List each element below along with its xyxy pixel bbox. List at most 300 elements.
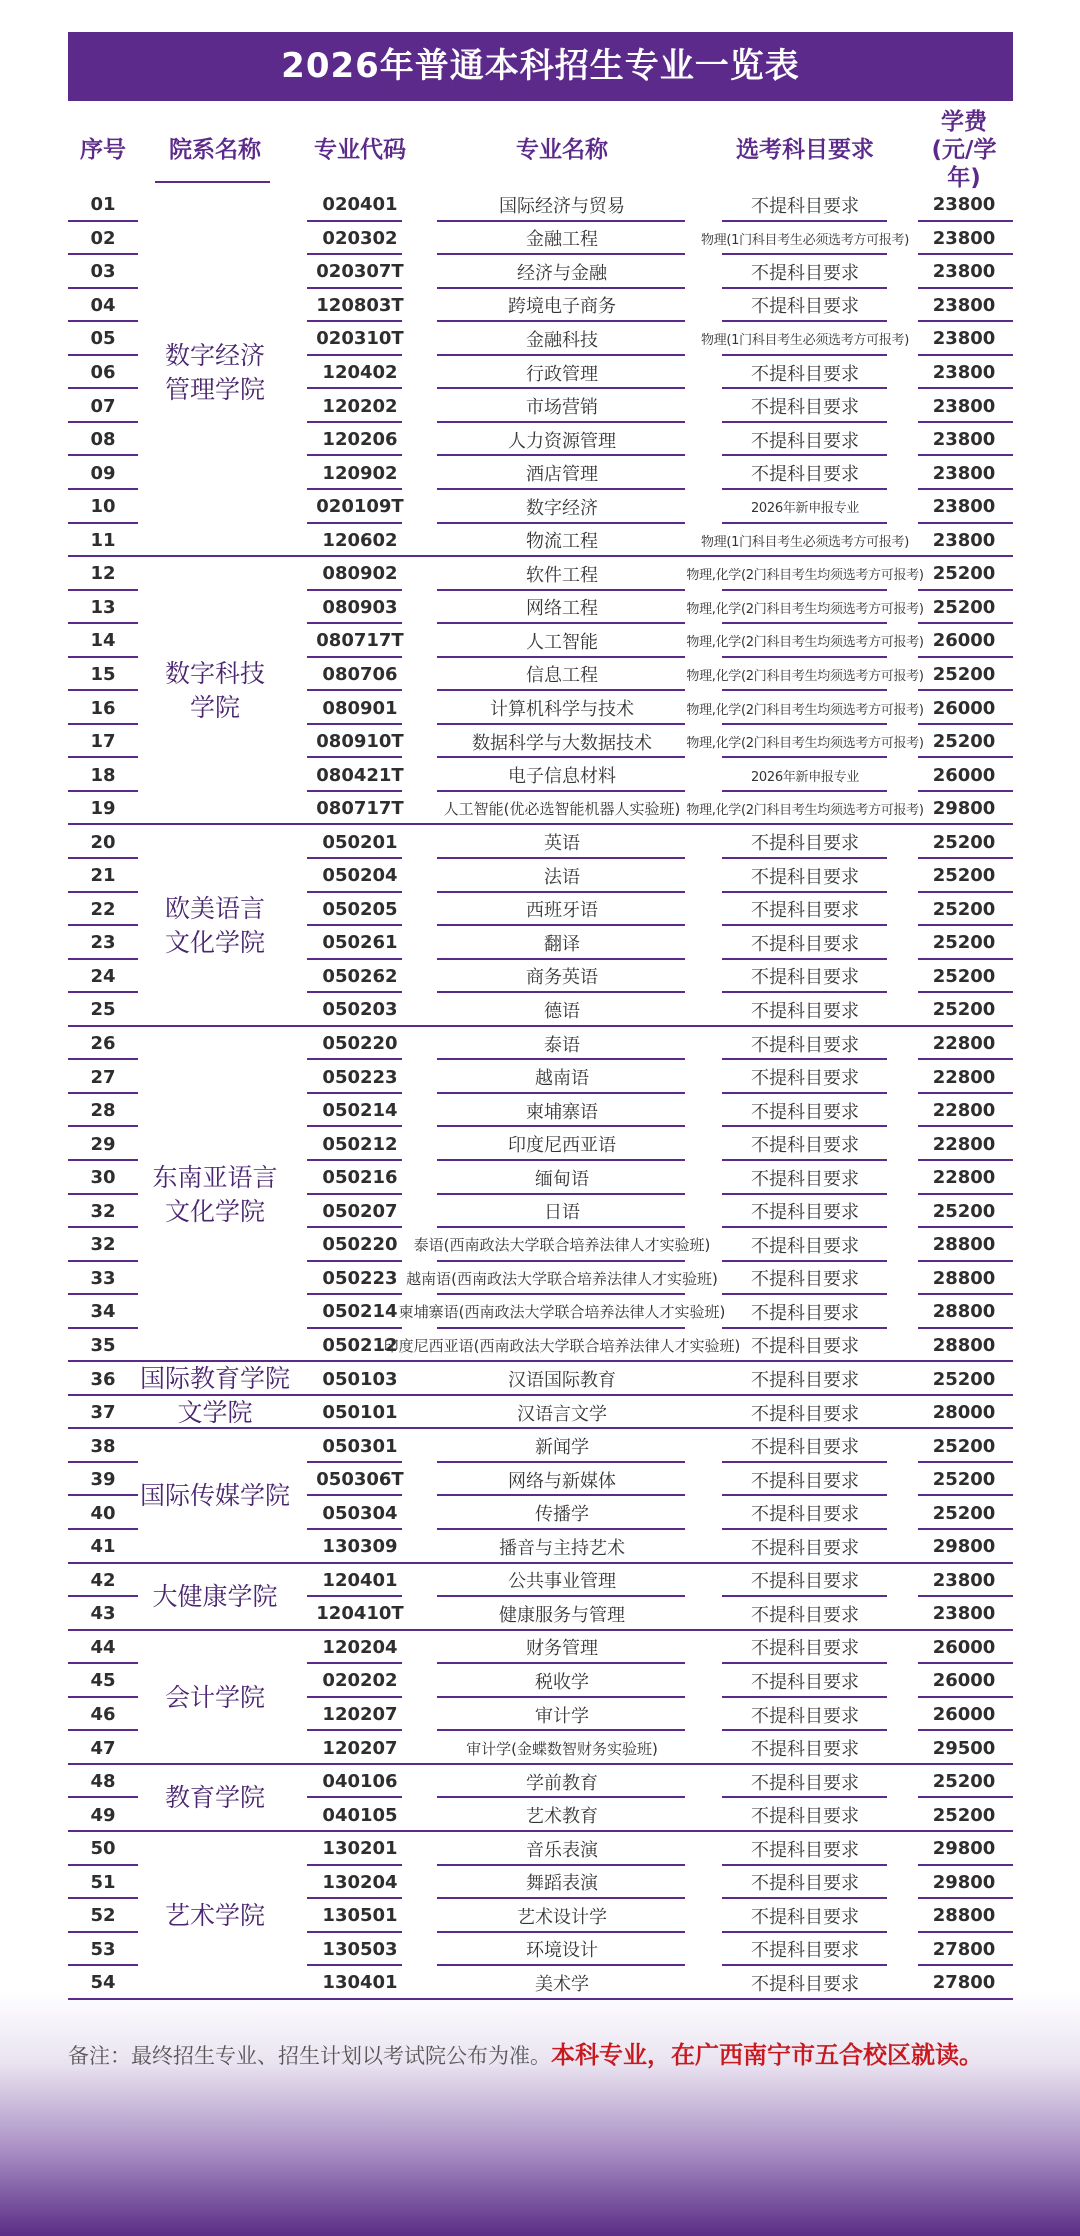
requirement-cell: 不提科目要求: [751, 363, 859, 385]
requirement-cell: 不提科目要求: [751, 397, 859, 419]
fee-cell: 22800: [932, 1167, 996, 1189]
fee-cell: 28800: [932, 1905, 996, 1927]
seq-cell: 45: [90, 1670, 116, 1692]
fee-cell: 25200: [932, 1368, 996, 1390]
major-name-cell: 日语: [544, 1202, 580, 1224]
fee-cell: 25200: [932, 1502, 996, 1524]
requirement-cell: 物理,化学(2门科目考生均须选考方可报考): [686, 803, 924, 819]
seq-cell: 23: [90, 932, 116, 954]
fee-cell: 23800: [932, 227, 996, 249]
department-name: [130, 1564, 300, 1631]
fee-cell: 25200: [932, 731, 996, 753]
requirement-cell: 不提科目要求: [751, 1269, 859, 1291]
fee-cell: 23800: [932, 328, 996, 350]
fee-cell: 28800: [932, 1334, 996, 1356]
major-name-cell: 越南语: [535, 1068, 589, 1090]
major-name-cell: 网络工程: [526, 598, 598, 620]
code-cell: 080901: [322, 697, 398, 719]
seq-cell: 39: [90, 1469, 116, 1491]
requirement-cell: 不提科目要求: [751, 1034, 859, 1056]
requirement-cell: 物理(1门科目考生必须选考方可报考): [700, 534, 909, 550]
major-name-cell: 物流工程: [526, 531, 598, 553]
fee-cell: 25200: [932, 898, 996, 920]
major-name-cell: 美术学: [535, 1973, 589, 1995]
code-cell: 050220: [322, 1234, 398, 1256]
seq-cell: 51: [90, 1871, 116, 1893]
major-name-cell: 信息工程: [526, 665, 598, 687]
seq-cell: 18: [90, 764, 116, 786]
requirement-cell: 不提科目要求: [751, 1235, 859, 1257]
seq-cell: 33: [90, 1267, 116, 1289]
requirement-cell: 物理,化学(2门科目考生均须选考方可报考): [686, 668, 924, 684]
major-name-cell: 印度尼西亚语(西南政法大学联合培养法律人才实验班): [383, 1336, 741, 1355]
department-label: 数字科技 学院: [164, 659, 265, 723]
major-name-cell: 翻译: [544, 933, 580, 955]
code-cell: 050212: [322, 1334, 398, 1356]
fee-cell: 26000: [932, 697, 996, 719]
seq-cell: 48: [90, 1771, 116, 1793]
seq-cell: 12: [90, 563, 116, 585]
fee-cell: 25200: [932, 1469, 996, 1491]
header-seq: 序号: [80, 137, 126, 163]
major-name-cell: 艺术设计学: [517, 1906, 607, 1928]
seq-cell: 09: [90, 462, 116, 484]
department-label: 国际传媒学院: [139, 1481, 290, 1511]
seq-cell: 20: [90, 831, 116, 853]
major-name-cell: 英语: [544, 833, 580, 855]
requirement-cell: 物理(1门科目考生必须选考方可报考): [700, 333, 909, 349]
code-cell: 120410T: [316, 1603, 404, 1625]
requirement-cell: 不提科目要求: [751, 1940, 859, 1962]
footnote-note: 备注：最终招生专业、招生计划以考试院公布为准。: [68, 2044, 551, 2068]
major-name-cell: 电子信息材料: [508, 766, 616, 788]
fee-cell: 23800: [932, 462, 996, 484]
code-cell: 130401: [322, 1972, 398, 1994]
department-name: [130, 1027, 300, 1363]
department-name: [130, 1832, 300, 2000]
department-label: 数字经济 管理学院: [164, 340, 265, 404]
requirement-cell: 不提科目要求: [751, 1000, 859, 1022]
requirement-cell: 不提科目要求: [751, 296, 859, 318]
seq-cell: 05: [90, 328, 116, 350]
code-cell: 080706: [322, 663, 398, 685]
seq-cell: 08: [90, 429, 116, 451]
fee-cell: 25200: [932, 1804, 996, 1826]
fee-cell: 27800: [932, 1972, 996, 1994]
fee-cell: 25200: [932, 596, 996, 618]
fee-cell: 27800: [932, 1938, 996, 1960]
seq-cell: 07: [90, 395, 116, 417]
code-cell: 050304: [322, 1502, 398, 1524]
major-name-cell: 越南语(西南政法大学联合培养法律人才实验班): [406, 1269, 718, 1288]
fee-cell: 22800: [932, 1066, 996, 1088]
department-name: [130, 557, 300, 825]
department-name: [130, 1396, 300, 1430]
code-cell: 020310T: [316, 328, 404, 350]
fee-cell: 29800: [932, 798, 996, 820]
code-cell: 120902: [322, 462, 398, 484]
requirement-cell: 不提科目要求: [751, 1537, 859, 1559]
code-cell: 050223: [322, 1066, 398, 1088]
code-cell: 120402: [322, 362, 398, 384]
requirement-cell: 不提科目要求: [751, 1873, 859, 1895]
header-fee: 学费 (元/学年): [931, 109, 997, 191]
department-name: [130, 1631, 300, 1765]
major-name-cell: 传播学: [535, 1504, 589, 1526]
requirement-cell: 不提科目要求: [751, 262, 859, 284]
seq-cell: 53: [90, 1938, 116, 1960]
requirement-cell: 物理,化学(2门科目考生均须选考方可报考): [686, 568, 924, 584]
fee-cell: 29800: [932, 1871, 996, 1893]
department-name: [130, 825, 300, 1026]
department-name: [130, 188, 300, 557]
requirement-cell: 不提科目要求: [751, 1638, 859, 1660]
code-cell: 130201: [322, 1838, 398, 1860]
code-cell: 020302: [322, 227, 398, 249]
requirement-cell: 2026年新申报专业: [750, 501, 860, 517]
code-cell: 120207: [322, 1704, 398, 1726]
seq-cell: 10: [90, 496, 116, 518]
fee-cell: 23800: [932, 1569, 996, 1591]
requirement-cell: 不提科目要求: [751, 1370, 859, 1392]
requirement-cell: 不提科目要求: [751, 1571, 859, 1593]
code-cell: 050306T: [316, 1469, 404, 1491]
code-cell: 050201: [322, 831, 398, 853]
major-name-cell: 泰语: [544, 1034, 580, 1056]
department-label: 艺术学院: [164, 1900, 265, 1930]
seq-cell: 52: [90, 1905, 116, 1927]
requirement-cell: 不提科目要求: [751, 1437, 859, 1459]
seq-cell: 43: [90, 1603, 116, 1625]
fee-cell: 22800: [932, 1033, 996, 1055]
major-name-cell: 人工智能(优必选智能机器人实验班): [443, 800, 681, 819]
code-cell: 130204: [322, 1871, 398, 1893]
fee-cell: 28000: [932, 1402, 996, 1424]
code-cell: 080421T: [316, 764, 404, 786]
fee-cell: 25200: [932, 965, 996, 987]
department-separator: [68, 1998, 1013, 2000]
requirement-cell: 不提科目要求: [751, 866, 859, 888]
fee-cell: 23800: [932, 1603, 996, 1625]
code-cell: 120803T: [316, 294, 404, 316]
requirement-cell: 不提科目要求: [751, 1839, 859, 1861]
seq-cell: 16: [90, 697, 116, 719]
fee-cell: 23800: [932, 362, 996, 384]
seq-cell: 28: [90, 1100, 116, 1122]
major-name-cell: 新闻学: [535, 1437, 589, 1459]
major-name-cell: 审计学(金蝶数智财务实验班): [466, 1739, 658, 1758]
code-cell: 130309: [322, 1536, 398, 1558]
department-label: 国际教育学院: [139, 1364, 290, 1394]
major-name-cell: 国际经济与贸易: [499, 195, 625, 217]
header-req: 选考科目要求: [736, 137, 874, 163]
major-name-cell: 人工智能: [526, 631, 598, 653]
major-name-cell: 柬埔寨语(西南政法大学联合培养法律人才实验班): [398, 1303, 726, 1322]
requirement-cell: 不提科目要求: [751, 1403, 859, 1425]
seq-cell: 36: [90, 1368, 116, 1390]
major-name-cell: 汉语国际教育: [508, 1370, 616, 1392]
major-name-cell: 审计学: [535, 1705, 589, 1727]
major-name-cell: 商务英语: [526, 967, 598, 989]
requirement-cell: 不提科目要求: [751, 1135, 859, 1157]
fee-cell: 26000: [932, 630, 996, 652]
major-name-cell: 计算机科学与技术: [490, 699, 634, 721]
requirement-cell: 不提科目要求: [751, 1504, 859, 1526]
major-name-cell: 网络与新媒体: [508, 1470, 616, 1492]
requirement-cell: 不提科目要求: [751, 1202, 859, 1224]
requirement-cell: 不提科目要求: [751, 900, 859, 922]
fee-cell: 26000: [932, 764, 996, 786]
major-name-cell: 缅甸语: [535, 1168, 589, 1190]
code-cell: 050207: [322, 1200, 398, 1222]
fee-cell: 28800: [932, 1267, 996, 1289]
requirement-cell: 不提科目要求: [751, 1168, 859, 1190]
major-name-cell: 跨境电子商务: [508, 296, 616, 318]
seq-cell: 02: [90, 227, 116, 249]
fee-cell: 26000: [932, 1704, 996, 1726]
code-cell: 050214: [322, 1301, 398, 1323]
code-cell: 120202: [322, 395, 398, 417]
fee-cell: 29800: [932, 1838, 996, 1860]
seq-cell: 34: [90, 1301, 116, 1323]
seq-cell: 54: [90, 1972, 116, 1994]
major-name-cell: 音乐表演: [526, 1839, 598, 1861]
footnote-emphasis: 本科专业，在广西南宁市五合校区就读。: [551, 2041, 983, 2069]
code-cell: 120401: [322, 1569, 398, 1591]
requirement-cell: 不提科目要求: [751, 933, 859, 955]
department-label: 文学院: [177, 1397, 253, 1427]
major-name-cell: 行政管理: [526, 363, 598, 385]
seq-cell: 04: [90, 294, 116, 316]
code-cell: 050214: [322, 1100, 398, 1122]
requirement-cell: 不提科目要求: [751, 430, 859, 452]
major-name-cell: 人力资源管理: [508, 430, 616, 452]
requirement-cell: 不提科目要求: [751, 1068, 859, 1090]
seq-cell: 21: [90, 865, 116, 887]
code-cell: 130503: [322, 1938, 398, 1960]
code-cell: 050204: [322, 865, 398, 887]
seq-cell: 47: [90, 1737, 116, 1759]
code-cell: 020109T: [316, 496, 404, 518]
fee-cell: 22800: [932, 1133, 996, 1155]
department-label: 欧美语言 文化学院: [164, 894, 265, 958]
code-cell: 040105: [322, 1804, 398, 1826]
requirement-cell: 物理,化学(2门科目考生均须选考方可报考): [686, 736, 924, 752]
seq-cell: 03: [90, 261, 116, 283]
footnote: [68, 2035, 1028, 2070]
requirement-cell: 不提科目要求: [751, 1906, 859, 1928]
fee-cell: 23800: [932, 194, 996, 216]
fee-cell: 26000: [932, 1670, 996, 1692]
major-name-cell: 艺术教育: [526, 1806, 598, 1828]
major-name-cell: 西班牙语: [526, 900, 598, 922]
requirement-cell: 不提科目要求: [751, 1101, 859, 1123]
requirement-cell: 不提科目要求: [751, 1336, 859, 1358]
department-label: 大健康学院: [152, 1582, 278, 1612]
requirement-cell: 不提科目要求: [751, 1772, 859, 1794]
requirement-cell: 不提科目要求: [751, 195, 859, 217]
seq-cell: 49: [90, 1804, 116, 1826]
fee-cell: 28800: [932, 1301, 996, 1323]
major-name-cell: 公共事业管理: [508, 1571, 616, 1593]
fee-cell: 29500: [932, 1737, 996, 1759]
code-cell: 120204: [322, 1636, 398, 1658]
code-cell: 080717T: [316, 630, 404, 652]
major-name-cell: 税收学: [535, 1671, 589, 1693]
fee-cell: 26000: [932, 1636, 996, 1658]
fee-cell: 22800: [932, 1100, 996, 1122]
header-dept: 院系名称: [169, 137, 261, 163]
seq-cell: 22: [90, 898, 116, 920]
header-code: 专业代码: [314, 137, 406, 163]
major-name-cell: 软件工程: [526, 564, 598, 586]
requirement-cell: 不提科目要求: [751, 1739, 859, 1761]
code-cell: 050223: [322, 1267, 398, 1289]
seq-cell: 11: [90, 529, 116, 551]
fee-cell: 25200: [932, 1435, 996, 1457]
fee-cell: 25200: [932, 865, 996, 887]
seq-cell: 32: [90, 1200, 116, 1222]
fee-cell: 25200: [932, 932, 996, 954]
code-cell: 080717T: [316, 798, 404, 820]
department-label: 会计学院: [164, 1682, 265, 1712]
fee-cell: 25200: [932, 663, 996, 685]
requirement-cell: 物理(1门科目考生必须选考方可报考): [700, 232, 909, 248]
major-name-cell: 数字经济: [526, 497, 598, 519]
code-cell: 020202: [322, 1670, 398, 1692]
code-cell: 040106: [322, 1771, 398, 1793]
code-cell: 050220: [322, 1033, 398, 1055]
code-cell: 050261: [322, 932, 398, 954]
seq-cell: 26: [90, 1033, 116, 1055]
fee-cell: 25200: [932, 1771, 996, 1793]
seq-cell: 32: [90, 1234, 116, 1256]
fee-cell: 23800: [932, 294, 996, 316]
requirement-cell: 不提科目要求: [751, 1671, 859, 1693]
seq-cell: 42: [90, 1569, 116, 1591]
code-cell: 130501: [322, 1905, 398, 1927]
seq-cell: 44: [90, 1636, 116, 1658]
code-cell: 080903: [322, 596, 398, 618]
requirement-cell: 不提科目要求: [751, 1806, 859, 1828]
fee-cell: 23800: [932, 429, 996, 451]
seq-cell: 38: [90, 1435, 116, 1457]
requirement-cell: 不提科目要求: [751, 833, 859, 855]
department-name: [130, 1765, 300, 1832]
requirement-cell: 不提科目要求: [751, 1705, 859, 1727]
code-cell: 080902: [322, 563, 398, 585]
seq-cell: 25: [90, 999, 116, 1021]
major-name-cell: 德语: [544, 1000, 580, 1022]
seq-cell: 24: [90, 965, 116, 987]
major-name-cell: 泰语(西南政法大学联合培养法律人才实验班): [413, 1236, 711, 1255]
major-name-cell: 金融科技: [526, 329, 598, 351]
seq-cell: 29: [90, 1133, 116, 1155]
fee-cell: 23800: [932, 529, 996, 551]
code-cell: 120206: [322, 429, 398, 451]
major-name-cell: 法语: [544, 866, 580, 888]
fee-cell: 28800: [932, 1234, 996, 1256]
fee-cell: 23800: [932, 496, 996, 518]
department-label: 东南亚语言 文化学院: [152, 1162, 278, 1226]
code-cell: 050205: [322, 898, 398, 920]
major-name-cell: 汉语言文学: [517, 1403, 607, 1425]
requirement-cell: 2026年新申报专业: [750, 769, 860, 785]
code-cell: 050203: [322, 999, 398, 1021]
requirement-cell: 不提科目要求: [751, 967, 859, 989]
seq-cell: 19: [90, 798, 116, 820]
seq-cell: 30: [90, 1167, 116, 1189]
major-name-cell: 数据科学与大数据技术: [472, 732, 652, 754]
code-cell: 080910T: [316, 731, 404, 753]
major-name-cell: 市场营销: [526, 397, 598, 419]
seq-cell: 46: [90, 1704, 116, 1726]
code-cell: 020401: [322, 194, 398, 216]
seq-cell: 14: [90, 630, 116, 652]
code-cell: 050103: [322, 1368, 398, 1390]
code-cell: 050262: [322, 965, 398, 987]
major-name-cell: 舞蹈表演: [526, 1873, 598, 1895]
major-name-cell: 环境设计: [526, 1940, 598, 1962]
seq-cell: 35: [90, 1334, 116, 1356]
fee-cell: 29800: [932, 1536, 996, 1558]
seq-cell: 41: [90, 1536, 116, 1558]
fee-cell: 25200: [932, 563, 996, 585]
department-name: [130, 1362, 300, 1396]
code-cell: 050212: [322, 1133, 398, 1155]
major-name-cell: 学前教育: [526, 1772, 598, 1794]
major-name-cell: 健康服务与管理: [499, 1604, 625, 1626]
requirement-cell: 不提科目要求: [751, 1973, 859, 1995]
major-name-cell: 酒店管理: [526, 464, 598, 486]
requirement-cell: 不提科目要求: [751, 1604, 859, 1626]
major-name-cell: 播音与主持艺术: [499, 1537, 625, 1559]
header-name: 专业名称: [516, 137, 608, 163]
requirement-cell: 物理,化学(2门科目考生均须选考方可报考): [686, 601, 924, 617]
fee-cell: 25200: [932, 999, 996, 1021]
code-cell: 120602: [322, 529, 398, 551]
major-name-cell: 印度尼西亚语: [508, 1135, 616, 1157]
fee-cell: 25200: [932, 1200, 996, 1222]
requirement-cell: 物理,化学(2门科目考生均须选考方可报考): [686, 702, 924, 718]
seq-cell: 15: [90, 663, 116, 685]
fee-cell: 25200: [932, 831, 996, 853]
seq-cell: 40: [90, 1502, 116, 1524]
code-cell: 020307T: [316, 261, 404, 283]
code-cell: 120207: [322, 1737, 398, 1759]
department-label: 教育学院: [164, 1783, 265, 1813]
seq-cell: 01: [90, 194, 116, 216]
seq-cell: 06: [90, 362, 116, 384]
code-cell: 050216: [322, 1167, 398, 1189]
requirement-cell: 不提科目要求: [751, 1470, 859, 1492]
fee-cell: 23800: [932, 395, 996, 417]
department-name: [130, 1429, 300, 1563]
requirement-cell: 物理,化学(2门科目考生均须选考方可报考): [686, 635, 924, 651]
major-name-cell: 柬埔寨语: [526, 1101, 598, 1123]
fee-cell: 23800: [932, 261, 996, 283]
seq-cell: 17: [90, 731, 116, 753]
seq-cell: 27: [90, 1066, 116, 1088]
seq-cell: 37: [90, 1402, 116, 1424]
major-name-cell: 金融工程: [526, 229, 598, 251]
seq-cell: 13: [90, 596, 116, 618]
seq-cell: 50: [90, 1838, 116, 1860]
code-cell: 050101: [322, 1402, 398, 1424]
major-name-cell: 财务管理: [526, 1638, 598, 1660]
page-title: 2026年普通本科招生专业一览表: [68, 32, 1013, 101]
code-cell: 050301: [322, 1435, 398, 1457]
